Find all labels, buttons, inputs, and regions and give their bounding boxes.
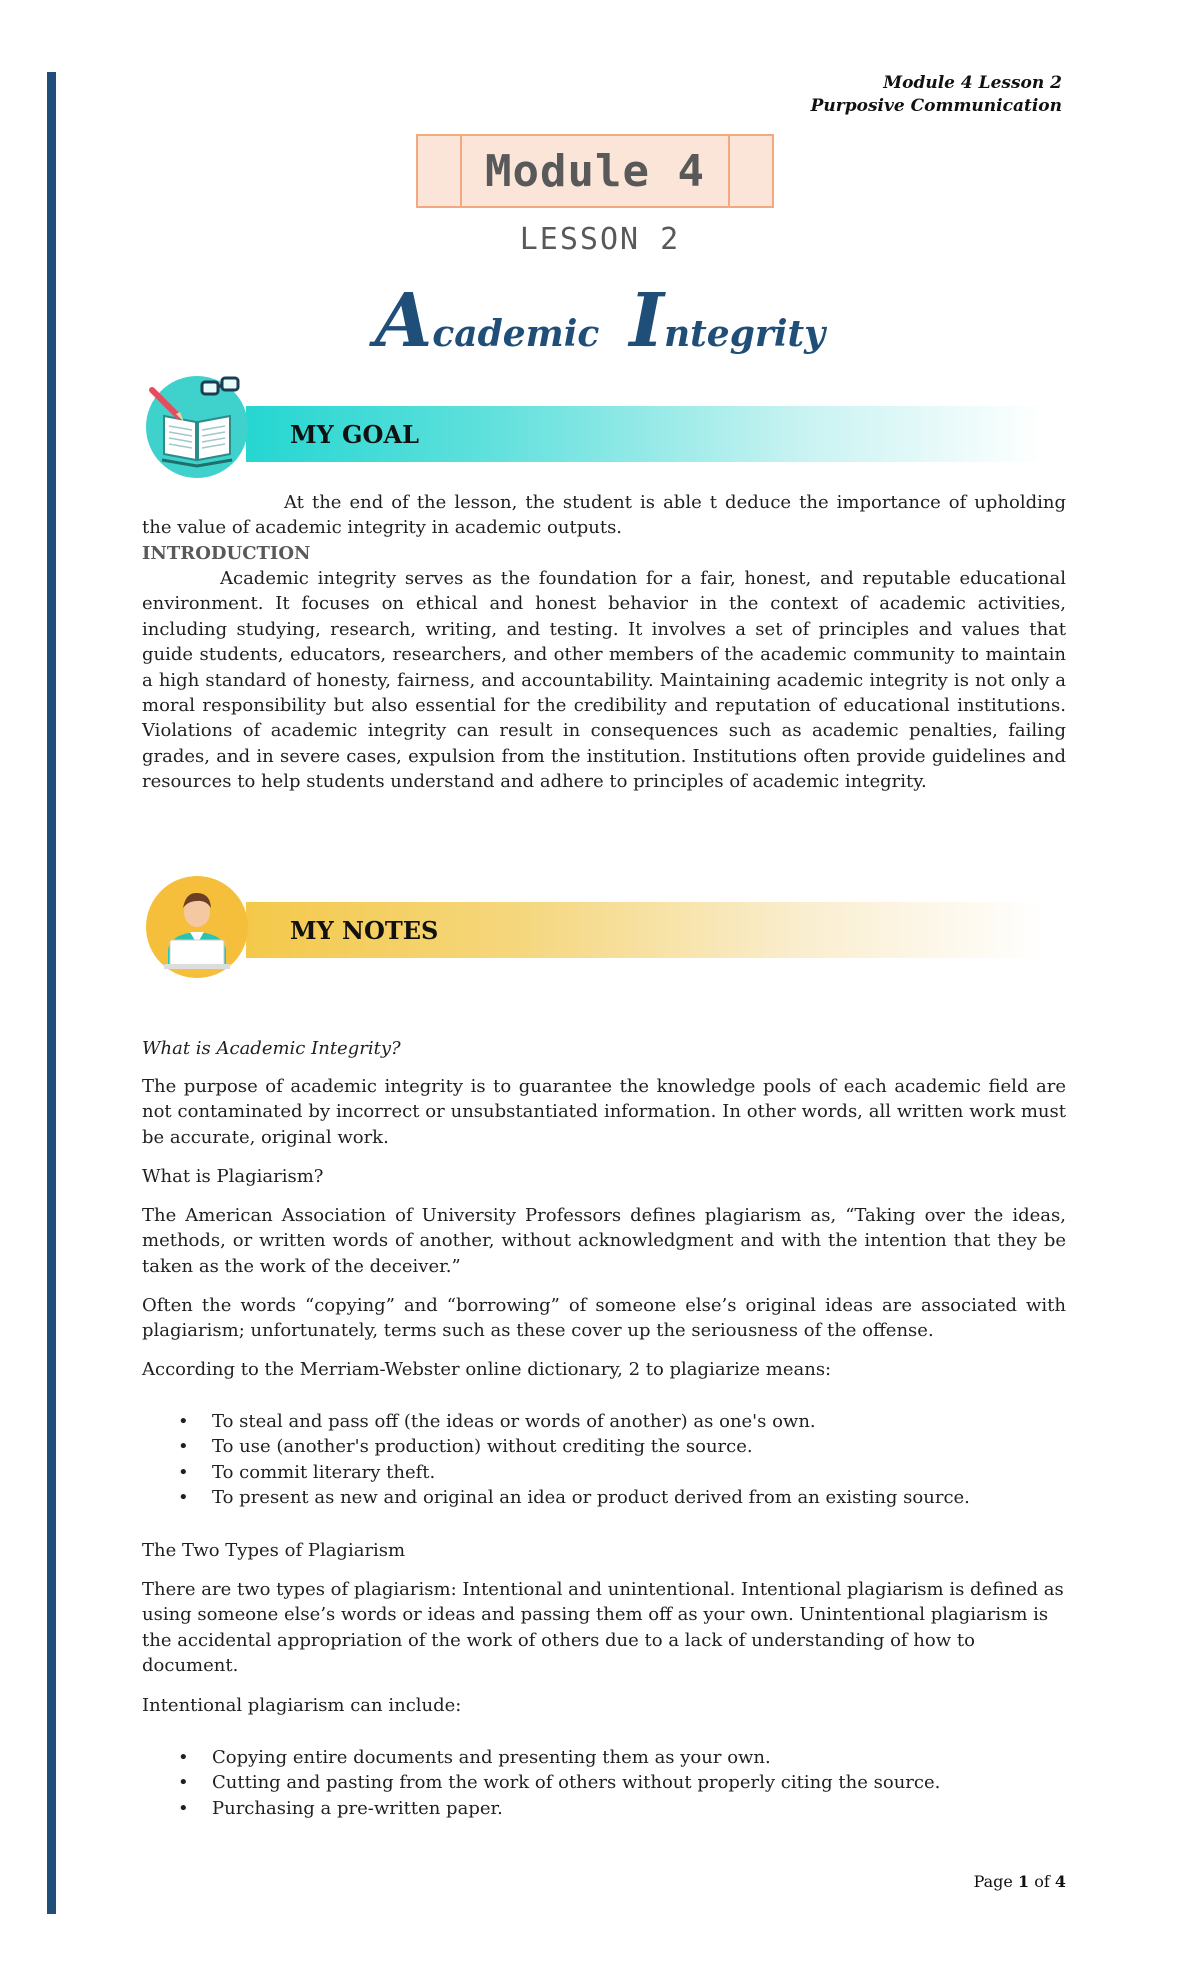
module-title-box [416,134,774,208]
current-page: 1 [1017,1872,1030,1891]
notes-icon-circle [146,876,248,978]
list-item: • To use (another's production) without crediting the source. [142,1434,1066,1459]
list-item: • To present as new and original an idea or product derived from an existing source. [142,1485,1066,1510]
list-item: • Cutting and pasting from the work of others without properly citing the source. [142,1770,1066,1795]
page-title [0,278,1200,364]
paragraph-merriam-webster: According to the Merriam-Webster online dictionary, 2 to plagiarize means: [142,1359,832,1380]
title-word-1: cademic [432,313,600,355]
introduction-text: Academic integrity serves as the foundation for a fair, honest, and reputable educational environment. It focuses on ethical and honest behavior in the context of academic activities, including studying, research, writing, and testing. It involves a set of principles and values that guide students, educators, researchers, and other members of the academic community to maintain a high standard of honesty, fairness, and accountability. Maintaining academic integrity is not only a moral responsibility but also essential for the credibility and reputation of educational institutions. Violations of academic integrity can result in consequences such as academic penalties, failing grades, and in severe cases, expulsion from the institution. Institutions often provide guidelines and resources to help students understand and adhere to principles of academic integrity. [142,568,1066,793]
running-header [811,72,1062,118]
list-item: • Copying entire documents and presenting them as your own. [142,1745,1066,1770]
goal-text: At the end of the lesson, the student is able t deduce the importance of upholding the value of academic integrity in academic outputs. [142,492,1066,539]
module-title: Module 4 [485,146,705,197]
glasses-icon [202,378,238,394]
header-course: Purposive Communication [810,96,1062,116]
title-initial-a: A [374,278,433,364]
plagiarize-definition-list [142,1409,1066,1511]
header-module-lesson: Module 4 Lesson 2 [883,73,1062,93]
heading-two-types: The Two Types of Plagiarism [142,1540,406,1561]
page-number: Page 1 of 4 [973,1872,1066,1891]
list-item: • To steal and pass off (the ideas or words of another) as one's own. [142,1409,1066,1434]
total-pages: 4 [1054,1872,1066,1891]
title-word-2: ntegrity [663,313,826,355]
notes-banner [246,902,1046,958]
list-item: • Purchasing a pre-written paper. [142,1796,1066,1821]
paragraph-intentional-includes: Intentional plagiarism can include: [142,1695,462,1716]
introduction-heading: INTRODUCTION [142,543,311,564]
goal-icon-circle [146,376,248,478]
intentional-plagiarism-list [142,1745,1066,1821]
paragraph-aaup-definition: The American Association of University Professors defines plagiarism as, “Taking over the ideas, methods, or written words of another, without acknowledgment and with the intention that they be taken as the work of the deceiver.” [142,1205,1066,1277]
person-laptop-icon [146,876,248,978]
question-academic-integrity: What is Academic Integrity? [142,1038,401,1059]
question-plagiarism: What is Plagiarism? [142,1166,324,1187]
goal-banner [246,406,1046,462]
title-initial-i: I [629,278,664,364]
goal-label: MY GOAL [290,420,419,449]
paragraph-purpose: The purpose of academic integrity is to guarantee the knowledge pools of each academic field are not contaminated by incorrect or unsubstantiated information. In other words, all written work must be accurate, original work. [142,1076,1066,1148]
paragraph-two-types: There are two types of plagiarism: Intentional and unintentional. Intentional plagiarism is defined as using someone else’s words or ideas and passing them off as your own. Unintentional plagiarism is the accidental appropriation of the work of others due to a lack of understanding of how to document. [142,1579,1064,1677]
paragraph-copying-borrowing: Often the words “copying” and “borrowing” of someone else’s original ideas are associated with plagiarism; unfortunately, terms such as these cover up the seriousness of the offense. [142,1295,1066,1342]
list-item: • To commit literary theft. [142,1460,1066,1485]
notes-label: MY NOTES [290,916,439,945]
lesson-label: LESSON 2 [519,222,681,257]
book-glasses-icon [146,376,248,478]
